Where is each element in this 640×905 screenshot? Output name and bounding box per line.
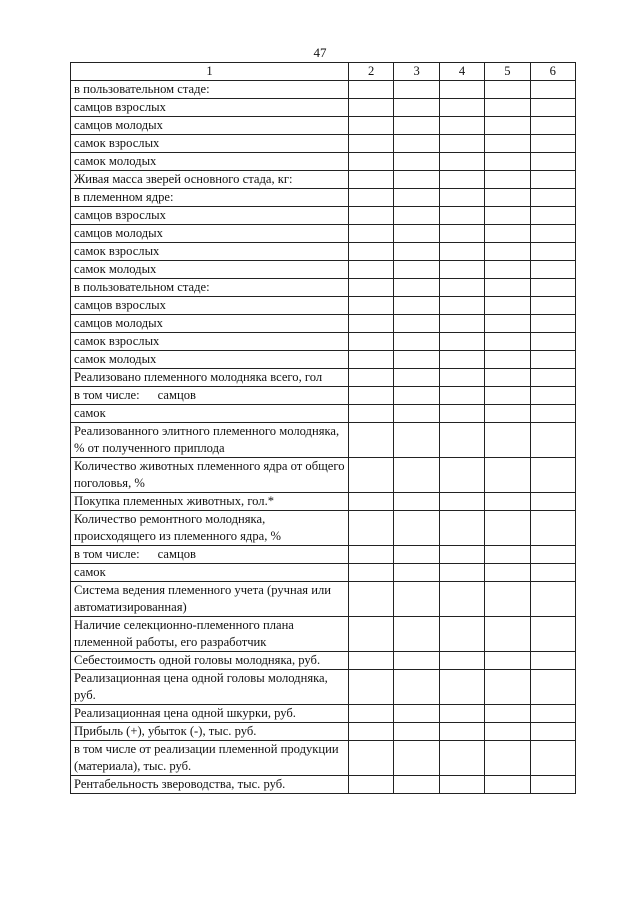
- table-row: [71, 135, 576, 153]
- empty-cell: [485, 153, 530, 171]
- empty-cell: [439, 297, 484, 315]
- empty-cell: [439, 493, 484, 511]
- row-label: самок молодых: [71, 153, 349, 171]
- empty-cell: [439, 243, 484, 261]
- empty-cell: [485, 458, 530, 493]
- empty-cell: [349, 207, 394, 225]
- empty-cell: [394, 617, 439, 652]
- empty-cell: [439, 225, 484, 243]
- table-row: [71, 776, 576, 794]
- empty-cell: [439, 741, 484, 776]
- empty-cell: [349, 741, 394, 776]
- empty-cell: [439, 387, 484, 405]
- empty-cell: [349, 297, 394, 315]
- table-row: [71, 705, 576, 723]
- empty-cell: [530, 315, 575, 333]
- row-label-prefix: в том числе:: [74, 547, 140, 561]
- empty-cell: [485, 776, 530, 794]
- empty-cell: [530, 741, 575, 776]
- empty-cell: [485, 171, 530, 189]
- empty-cell: [394, 117, 439, 135]
- empty-cell: [349, 333, 394, 351]
- empty-cell: [394, 741, 439, 776]
- empty-cell: [349, 189, 394, 207]
- empty-cell: [394, 458, 439, 493]
- empty-cell: [439, 333, 484, 351]
- empty-cell: [439, 564, 484, 582]
- column-header: 3: [394, 63, 439, 81]
- row-label: Живая масса зверей основного стада, кг:: [71, 171, 349, 189]
- row-label: Себестоимость одной головы молодняка, руб.: [71, 652, 349, 670]
- empty-cell: [485, 369, 530, 387]
- table-body: [71, 63, 576, 794]
- empty-cell: [485, 117, 530, 135]
- empty-cell: [349, 546, 394, 564]
- empty-cell: [394, 297, 439, 315]
- table-row: [71, 153, 576, 171]
- empty-cell: [485, 705, 530, 723]
- row-label: Прибыль (+), убыток (-), тыс. руб.: [71, 723, 349, 741]
- empty-cell: [530, 511, 575, 546]
- column-header: 5: [485, 63, 530, 81]
- table-row: [71, 369, 576, 387]
- column-header: 6: [530, 63, 575, 81]
- row-label-prefix: в том числе:: [74, 388, 140, 402]
- row-label: [71, 546, 349, 564]
- empty-cell: [394, 243, 439, 261]
- row-label: самок взрослых: [71, 135, 349, 153]
- empty-cell: [439, 776, 484, 794]
- empty-cell: [349, 135, 394, 153]
- table-row: [71, 243, 576, 261]
- empty-cell: [439, 153, 484, 171]
- empty-cell: [349, 458, 394, 493]
- empty-cell: [530, 81, 575, 99]
- empty-cell: [349, 351, 394, 369]
- table-row: [71, 741, 576, 776]
- empty-cell: [530, 117, 575, 135]
- empty-cell: [485, 670, 530, 705]
- empty-cell: [530, 171, 575, 189]
- empty-cell: [439, 705, 484, 723]
- empty-cell: [349, 279, 394, 297]
- empty-cell: [530, 261, 575, 279]
- empty-cell: [485, 723, 530, 741]
- row-label: самцов молодых: [71, 225, 349, 243]
- row-label: Количество животных племенного ядра от общего поголовья, %: [71, 458, 349, 493]
- row-label: [71, 387, 349, 405]
- empty-cell: [394, 493, 439, 511]
- empty-cell: [439, 582, 484, 617]
- empty-cell: [485, 741, 530, 776]
- table-row: [71, 493, 576, 511]
- row-label: самок молодых: [71, 351, 349, 369]
- empty-cell: [349, 405, 394, 423]
- empty-cell: [439, 207, 484, 225]
- empty-cell: [349, 369, 394, 387]
- column-header: 1: [71, 63, 349, 81]
- row-label: самцов молодых: [71, 315, 349, 333]
- row-label: в том числе от реализации племенной продукции (материала), тыс. руб.: [71, 741, 349, 776]
- empty-cell: [394, 207, 439, 225]
- table-row: [71, 564, 576, 582]
- empty-cell: [439, 546, 484, 564]
- empty-cell: [485, 99, 530, 117]
- empty-cell: [439, 261, 484, 279]
- empty-cell: [530, 546, 575, 564]
- empty-cell: [394, 135, 439, 153]
- empty-cell: [485, 261, 530, 279]
- row-label: Покупка племенных животных, гол.*: [71, 493, 349, 511]
- empty-cell: [485, 207, 530, 225]
- empty-cell: [394, 705, 439, 723]
- empty-cell: [530, 135, 575, 153]
- row-label: самок взрослых: [71, 333, 349, 351]
- table-row: [71, 333, 576, 351]
- row-label: самцов взрослых: [71, 99, 349, 117]
- empty-cell: [349, 81, 394, 99]
- empty-cell: [349, 99, 394, 117]
- empty-cell: [349, 705, 394, 723]
- empty-cell: [485, 582, 530, 617]
- table-row: [71, 99, 576, 117]
- empty-cell: [349, 315, 394, 333]
- empty-cell: [349, 117, 394, 135]
- row-label: Реализационная цена одной шкурки, руб.: [71, 705, 349, 723]
- empty-cell: [485, 387, 530, 405]
- empty-cell: [349, 387, 394, 405]
- empty-cell: [485, 423, 530, 458]
- empty-cell: [394, 723, 439, 741]
- empty-cell: [485, 225, 530, 243]
- column-header: 4: [439, 63, 484, 81]
- empty-cell: [439, 405, 484, 423]
- empty-cell: [485, 189, 530, 207]
- row-label: Реализационная цена одной головы молодняка, руб.: [71, 670, 349, 705]
- table-row: [71, 387, 576, 405]
- empty-cell: [485, 243, 530, 261]
- empty-cell: [530, 153, 575, 171]
- empty-cell: [485, 297, 530, 315]
- empty-cell: [485, 405, 530, 423]
- empty-cell: [530, 705, 575, 723]
- row-label: в пользовательном стаде:: [71, 81, 349, 99]
- column-header: 2: [349, 63, 394, 81]
- empty-cell: [439, 652, 484, 670]
- empty-cell: [485, 564, 530, 582]
- table-row: [71, 171, 576, 189]
- empty-cell: [349, 261, 394, 279]
- empty-cell: [394, 776, 439, 794]
- table-row: [71, 670, 576, 705]
- empty-cell: [530, 279, 575, 297]
- empty-cell: [394, 315, 439, 333]
- empty-cell: [349, 670, 394, 705]
- empty-cell: [349, 511, 394, 546]
- empty-cell: [439, 117, 484, 135]
- empty-cell: [439, 723, 484, 741]
- empty-cell: [530, 207, 575, 225]
- empty-cell: [485, 279, 530, 297]
- empty-cell: [349, 617, 394, 652]
- empty-cell: [485, 617, 530, 652]
- row-label: в пользовательном стаде:: [71, 279, 349, 297]
- table-row: [71, 225, 576, 243]
- empty-cell: [485, 315, 530, 333]
- empty-cell: [439, 279, 484, 297]
- row-label: самок взрослых: [71, 243, 349, 261]
- empty-cell: [530, 617, 575, 652]
- empty-cell: [439, 423, 484, 458]
- row-label: Наличие селекционно-племенного плана племенной работы, его разработчик: [71, 617, 349, 652]
- empty-cell: [439, 189, 484, 207]
- empty-cell: [349, 776, 394, 794]
- empty-cell: [394, 423, 439, 458]
- table-row: [71, 423, 576, 458]
- empty-cell: [394, 99, 439, 117]
- empty-cell: [394, 153, 439, 171]
- empty-cell: [394, 405, 439, 423]
- row-label: в племенном ядре:: [71, 189, 349, 207]
- table-row: [71, 617, 576, 652]
- empty-cell: [394, 81, 439, 99]
- empty-cell: [439, 617, 484, 652]
- row-label-sub: самцов: [157, 388, 196, 402]
- table-row: [71, 405, 576, 423]
- page-number: 47: [313, 45, 327, 60]
- table-row: [71, 207, 576, 225]
- empty-cell: [530, 405, 575, 423]
- empty-cell: [530, 652, 575, 670]
- empty-cell: [394, 582, 439, 617]
- table-row: [71, 117, 576, 135]
- empty-cell: [530, 387, 575, 405]
- empty-cell: [394, 670, 439, 705]
- table-row: [71, 297, 576, 315]
- empty-cell: [394, 387, 439, 405]
- empty-cell: [439, 670, 484, 705]
- empty-cell: [530, 776, 575, 794]
- empty-cell: [394, 546, 439, 564]
- empty-cell: [439, 351, 484, 369]
- empty-cell: [530, 99, 575, 117]
- empty-cell: [394, 369, 439, 387]
- row-label: самок: [71, 405, 349, 423]
- empty-cell: [439, 511, 484, 546]
- row-label: самцов взрослых: [71, 297, 349, 315]
- empty-cell: [349, 493, 394, 511]
- empty-cell: [485, 333, 530, 351]
- empty-cell: [439, 315, 484, 333]
- empty-cell: [394, 652, 439, 670]
- empty-cell: [485, 135, 530, 153]
- empty-cell: [349, 564, 394, 582]
- table-row: [71, 582, 576, 617]
- table-row: [71, 652, 576, 670]
- empty-cell: [349, 423, 394, 458]
- empty-cell: [485, 546, 530, 564]
- empty-cell: [439, 81, 484, 99]
- empty-cell: [530, 297, 575, 315]
- table-row: [71, 546, 576, 564]
- row-label: Количество ремонтного молодняка, происходящего из племенного ядра, %: [71, 511, 349, 546]
- row-label: Рентабельность звероводства, тыс. руб.: [71, 776, 349, 794]
- empty-cell: [530, 351, 575, 369]
- empty-cell: [530, 423, 575, 458]
- table-header-row: [71, 63, 576, 81]
- empty-cell: [485, 511, 530, 546]
- table-row: [71, 315, 576, 333]
- empty-cell: [394, 225, 439, 243]
- row-label: самцов взрослых: [71, 207, 349, 225]
- empty-cell: [394, 564, 439, 582]
- empty-cell: [394, 261, 439, 279]
- table-row: [71, 189, 576, 207]
- empty-cell: [439, 458, 484, 493]
- table-row: [71, 351, 576, 369]
- row-label: самок молодых: [71, 261, 349, 279]
- empty-cell: [349, 225, 394, 243]
- row-label-sub: самцов: [157, 547, 196, 561]
- empty-cell: [530, 670, 575, 705]
- empty-cell: [349, 171, 394, 189]
- data-table: [70, 62, 576, 794]
- row-label: Реализовано племенного молодняка всего, гол: [71, 369, 349, 387]
- row-label: Система ведения племенного учета (ручная или автоматизированная): [71, 582, 349, 617]
- empty-cell: [349, 582, 394, 617]
- empty-cell: [485, 351, 530, 369]
- table-row: [71, 279, 576, 297]
- empty-cell: [349, 652, 394, 670]
- empty-cell: [349, 153, 394, 171]
- empty-cell: [530, 243, 575, 261]
- empty-cell: [485, 652, 530, 670]
- empty-cell: [394, 279, 439, 297]
- table-row: [71, 511, 576, 546]
- empty-cell: [394, 333, 439, 351]
- empty-cell: [530, 189, 575, 207]
- empty-cell: [530, 723, 575, 741]
- empty-cell: [530, 564, 575, 582]
- row-label: самок: [71, 564, 349, 582]
- empty-cell: [485, 493, 530, 511]
- empty-cell: [394, 189, 439, 207]
- empty-cell: [439, 171, 484, 189]
- empty-cell: [530, 582, 575, 617]
- empty-cell: [439, 369, 484, 387]
- empty-cell: [349, 723, 394, 741]
- empty-cell: [530, 225, 575, 243]
- empty-cell: [485, 81, 530, 99]
- table-row: [71, 261, 576, 279]
- empty-cell: [439, 99, 484, 117]
- table-row: [71, 723, 576, 741]
- table-row: [71, 458, 576, 493]
- empty-cell: [394, 511, 439, 546]
- empty-cell: [439, 135, 484, 153]
- row-label: Реализованного элитного племенного молодняка, % от полученного приплода: [71, 423, 349, 458]
- empty-cell: [394, 351, 439, 369]
- empty-cell: [349, 243, 394, 261]
- empty-cell: [530, 333, 575, 351]
- empty-cell: [530, 493, 575, 511]
- row-label: самцов молодых: [71, 117, 349, 135]
- empty-cell: [394, 171, 439, 189]
- table-row: [71, 81, 576, 99]
- empty-cell: [530, 458, 575, 493]
- empty-cell: [530, 369, 575, 387]
